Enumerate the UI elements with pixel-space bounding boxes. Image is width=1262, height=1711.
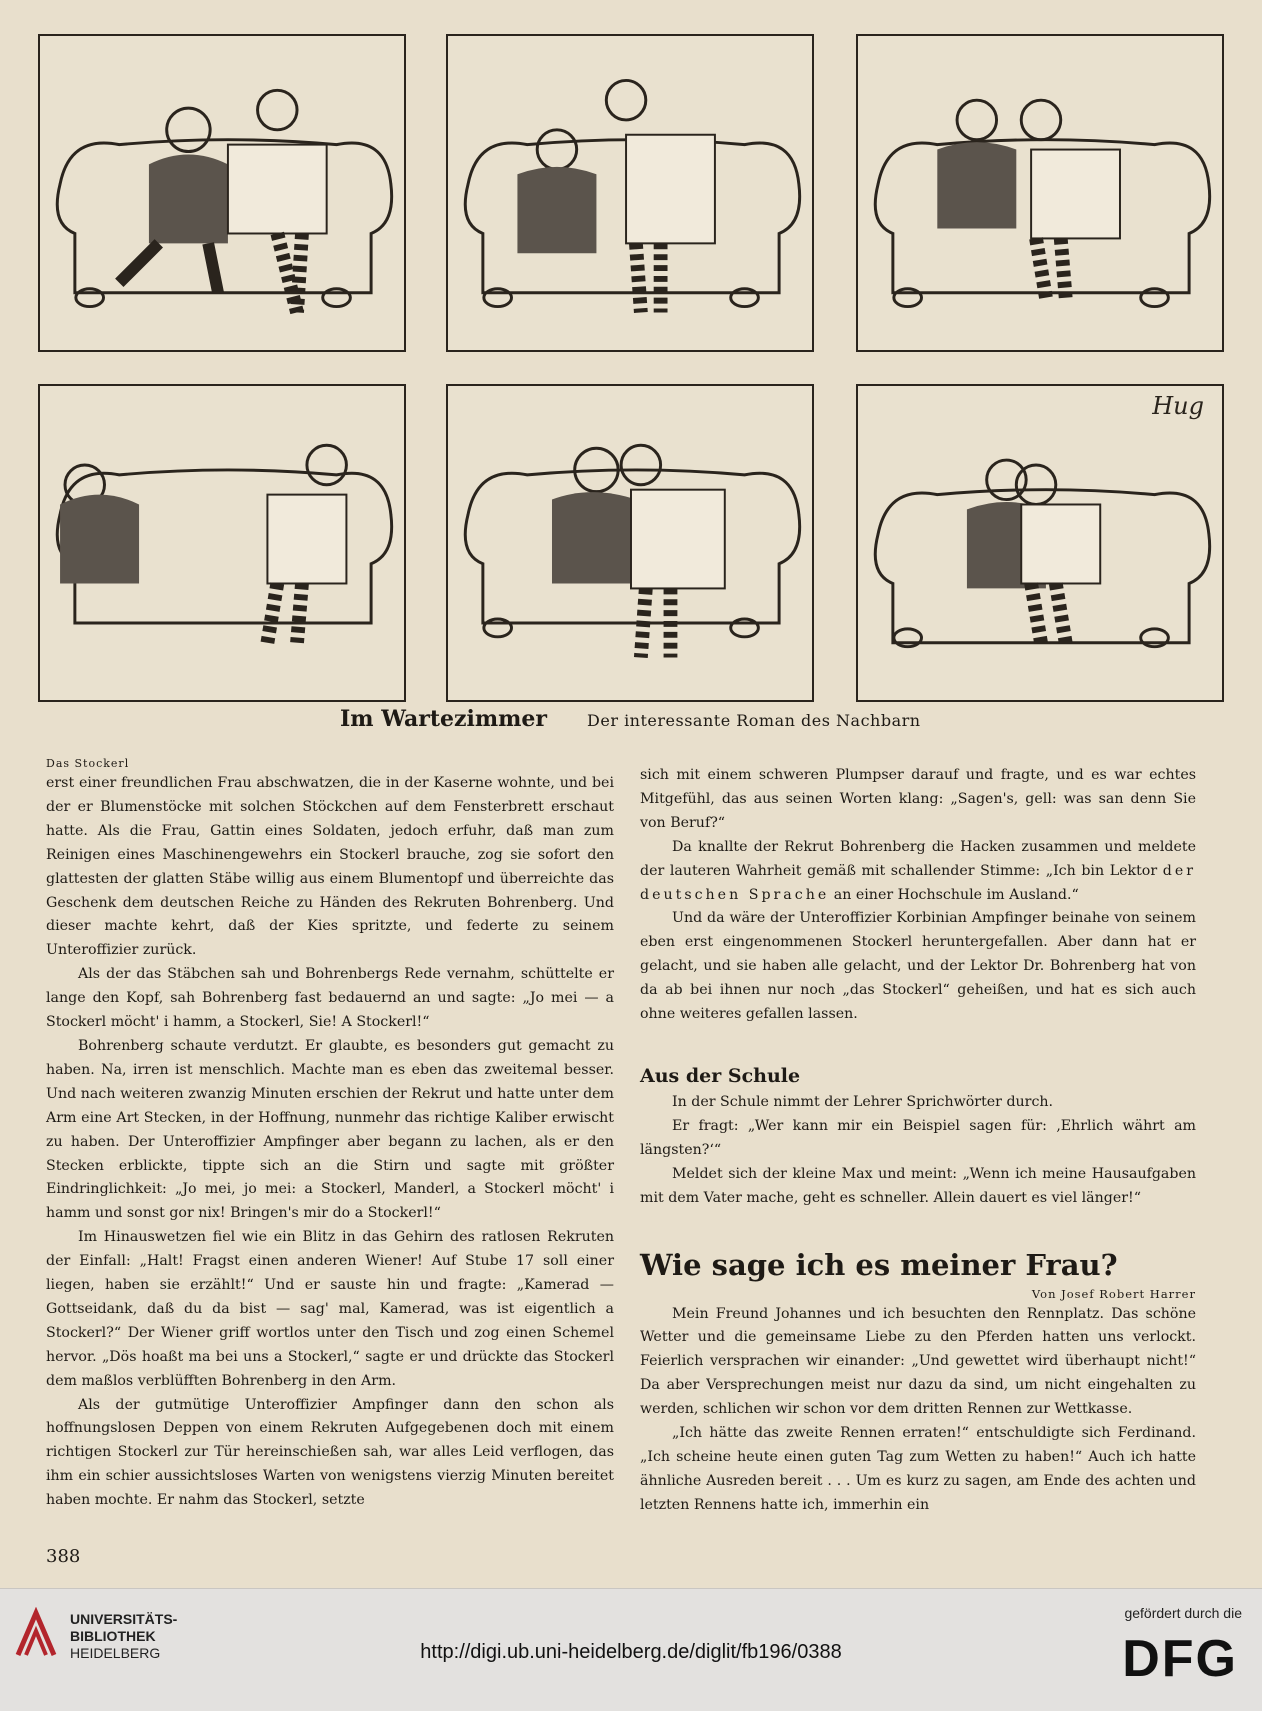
footer-bar bbox=[0, 1588, 1262, 1711]
article-heading: Wie sage ich es meiner Frau? bbox=[640, 1247, 1118, 1282]
cartoon-panel-5 bbox=[446, 384, 814, 702]
right-column bbox=[640, 764, 1196, 1518]
paragraph: Bohrenberg schaute verdutzt. Er glaubte, es besonders gut gemacht zu haben. Na, irren ist menschlich. Machte man es eben das zweitemal besser. Und nach weiteren zwanzig Minuten erschien der Rekrut und hatte unter dem Arm eine Art Stecken, in der Hoffnung, nunmehr das richtige Kaliber erwischt zu haben. Der Unteroffizier Ampfinger aber begann zu lachen, als er den Stecken erblickte, tippte sich an die Stirn und sagte mit größter Eindringlichkeit: „Jo mei, jo mei: a Stockerl, Manderl, a Stockerl möcht' i hamm und sonst gor nix! Bringen's mir do a Stockerl!“ bbox=[46, 1037, 614, 1222]
dfg-logo: DFG bbox=[1122, 1630, 1238, 1688]
paragraph-text: an einer Hochschule im Ausland.“ bbox=[833, 886, 1079, 903]
running-header: Das Stockerl bbox=[46, 757, 130, 770]
paragraph: erst einer freundlichen Frau abschwatzen, die in der Kaserne wohnte, und bei der er Blumenstöcke mit solchen Stöckchen auf dem Fensterbrett erschaut hatte. Als die Frau, Gattin eines Soldaten, jedoch erfuhr, daß man zum Reinigen eines Maschinengewehrs ein Stockerl brauche, zog sie sofort den glattesten der glatten Stäbe willig aus einem Blumentopf und überreichte das Geschenk dem deutschen Reiche zu Händen des Rekruten Bohrenberg. Und dieser machte kehrt, daß der Kies spritzte, und federte zu seinem Unteroffizier zurück. bbox=[46, 775, 614, 959]
sofa-figures-drawing bbox=[40, 36, 404, 350]
paragraph: Mein Freund Johannes und ich besuchten den Rennplatz. Das schöne Wetter und die gemeinsame Liebe zu den Pferden hatten uns verlockt. Feierlich versprachen wir einander: „Und gewettet wird überhaupt nicht!“ Da aber Versprechungen meist nur dazu da sind, um nicht eingehalten zu werden, schlichen wir schon vor dem dritten Rennen zur Wettkasse. bbox=[640, 1305, 1196, 1418]
sofa-figures-drawing bbox=[40, 386, 404, 700]
left-column bbox=[46, 756, 614, 1513]
university-name-line: UNIVERSITÄTS- bbox=[70, 1611, 178, 1627]
paragraph: Als der das Stäbchen sah und Bohrenbergs Rede vernahm, schüttelte er lange den Kopf, sah Bohrenberg fast bedauernd an und sagte: „Jo mei — a Stockerl möcht' i hamm, a Stockerl, Sie! A Stockerl!“ bbox=[46, 966, 614, 1031]
paragraph: sich mit einem schweren Plumpser darauf und fragte, und es war echtes Mitgefühl, das aus seinen Worten klang: „Sagen's, gell: was san denn Sie von Beruf?“ bbox=[640, 767, 1196, 831]
sofa-figures-drawing bbox=[448, 36, 812, 350]
sofa-figures-drawing bbox=[858, 36, 1222, 350]
cartoon-panel-3 bbox=[856, 34, 1224, 352]
paragraph: „Ich hätte das zweite Rennen erraten!“ entschuldigte sich Ferdinand. „Ich scheine heute einen guten Tag zum Wetten zu haben!“ Auch ich hatte ähnliche Ausreden bereit . . . Um es kurz zu sagen, am Ende des achten und letzten Rennens hatte ich, immerhin ein bbox=[640, 1425, 1196, 1513]
page-number: 388 bbox=[46, 1546, 81, 1567]
source-url-link[interactable]: http://digi.ub.uni-heidelberg.de/diglit/fb196/0388 bbox=[420, 1641, 842, 1663]
paragraph: Als der gutmütige Unteroffizier Ampfinger dann den schon als hoffnungslosen Deppen von einem Rekruten Aufgegebenen doch mit einem richtigen Stockerl zur Tür hereinschießen sah, war alles Leid verflogen, das ihm ein schier aussichtsloses Warten von wenigstens vierzig Minuten bereitet haben mochte. Er nahm das Stockerl, setzte bbox=[46, 1396, 614, 1509]
cartoon-panel-2 bbox=[446, 34, 814, 352]
paragraph-text: Da knallte der Rekrut Bohrenberg die Hacken zusammen und meldete der lauteren Wahrheit gemäß mit schallender Stimme: „Ich bin Lektor bbox=[640, 838, 1196, 879]
paragraph bbox=[640, 836, 1196, 908]
sofa-figures-drawing bbox=[858, 386, 1222, 700]
paragraph: Er fragt: „Wer kann mir ein Beispiel sagen für: ‚Ehrlich währt am längsten?‘“ bbox=[640, 1117, 1196, 1158]
paragraph: Meldet sich der kleine Max und meint: „Wenn ich meine Hausaufgaben mit dem Vater mache, geht es schneller. Allein dauert es viel länger!“ bbox=[640, 1165, 1196, 1206]
article-byline: Von Josef Robert Harrer bbox=[1031, 1286, 1196, 1301]
funding-note: gefördert durch die bbox=[1124, 1605, 1242, 1621]
paragraph: Und da wäre der Unteroffizier Korbinian Ampfinger beinahe von seinem eben erst eingenommenen Stockerl heruntergefallen. Aber dann hat er gelacht, und sie haben alle gelacht, und der Lektor Dr. Bohrenberg hat von da ab bei ihnen nur noch „das Stockerl“ geheißen, und hat es sich auch ohne weiteres gefallen lassen. bbox=[640, 910, 1196, 1023]
section-heading: Aus der Schule bbox=[640, 1064, 801, 1087]
cartoon-panel-1 bbox=[38, 34, 406, 352]
paragraph: Im Hinauswetzen fiel wie ein Blitz in das Gehirn des ratlosen Rekruten der Einfall: „Halt! Fragst einen anderen Wiener! Auf Stube 17 soll einer liegen, haben sie erzählt!“ Und er sauste hin und fragte: „Kamerad — Gottseidank, daß du da bist — sag' mal, Kamerad, was ist eigentlich a Stockerl?“ Der Wiener griff wortlos unter den Tisch und zog einen Schemel hervor. „Dös hoaßt ma bei uns a Stockerl,“ sagte er und drückte das Stockerl dem maßlos verblüfften Bohrenberg in den Arm. bbox=[46, 1229, 614, 1389]
cartoon-title: Im Wartezimmer bbox=[340, 706, 548, 732]
cartoon-panel-4 bbox=[38, 384, 406, 702]
cartoon-subtitle: Der interessante Roman des Nachbarn bbox=[587, 711, 921, 730]
paragraph: In der Schule nimmt der Lehrer Sprichwörter durch. bbox=[672, 1093, 1054, 1110]
sofa-figures-drawing bbox=[448, 386, 812, 700]
cartoon-caption bbox=[340, 706, 1140, 742]
university-name-line: HEIDELBERG bbox=[70, 1645, 161, 1661]
artist-signature: Hug bbox=[1152, 392, 1204, 420]
cartoon-panel-6 bbox=[856, 384, 1224, 702]
emphasized-text: der deutschen Sprache bbox=[640, 862, 1196, 903]
university-name-line: BIBLIOTHEK bbox=[70, 1628, 156, 1644]
